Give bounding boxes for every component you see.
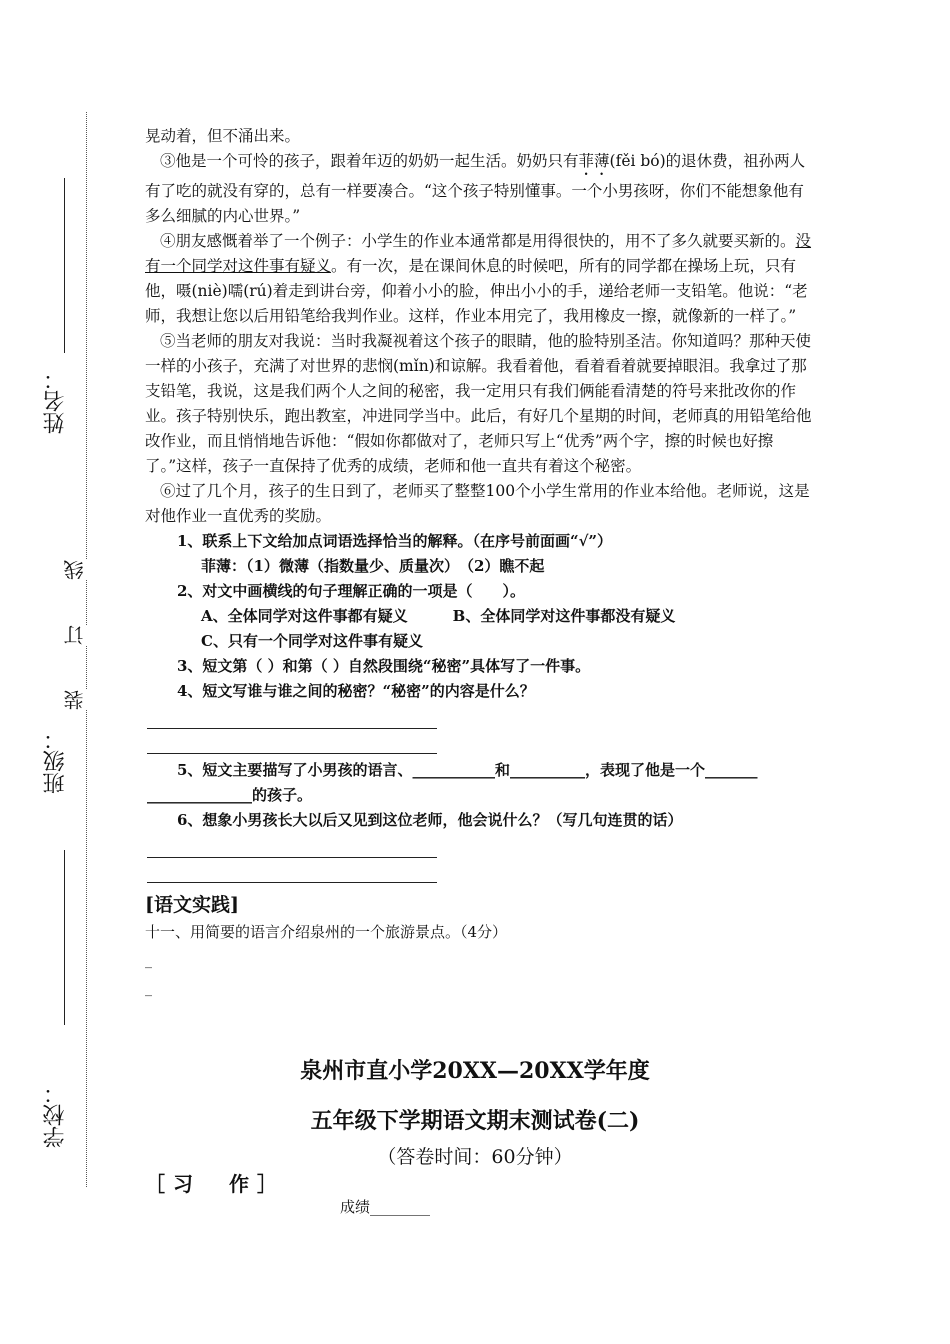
question-2: 2、对文中画横线的句子理解正确的一项是（ ）。 xyxy=(177,582,525,600)
binding-dotted-line xyxy=(86,112,87,1187)
question-3: 3、短文第（ ）和第（ ）自然段围绕“秘密”具体写了一件事。 xyxy=(177,657,591,675)
question-6: 6、想象小男孩长大以后又见到这位老师，他会说什么？（写几句连贯的话） xyxy=(177,811,683,829)
paragraph-4: ④朋友感慨着举了一个例子：小学生的作业本通常都是用得很快的，用不了多久就要买新的。没有一个同学对这件事有疑义。有一次，是在课间休息的时候吧，所有的同学都在操场上玩，只有他，嗫(niè)嚅(rú)着走到讲台旁，仰着小小的脸，伸出小小的手，递给老师一支铅笔。他说：“老师，我想让您以后用铅笔给我判作业。这样，作业本用完了，我用橡皮一擦，就像新的一样了。” xyxy=(145,232,812,325)
school-label: 学校： xyxy=(43,1082,68,1148)
underlined-sentence: 没有一个同学对这件事有疑义 xyxy=(145,232,812,275)
paragraph-3: ③他是一个可怜的孩子，跟着年迈的奶奶一起生活。奶奶只有菲薄(fěi bó)的退休费，祖孙两人有了吃的就没有穿的，总有一样要凑合。“这个孩子特别懂事。一个小男孩呀，你们不能想象他有多么细腻的内心世界。” xyxy=(145,152,806,225)
answer-line-q4-2[interactable] xyxy=(147,733,437,754)
dotted-word: 菲薄 xyxy=(578,152,610,170)
composition-section-heading: ［习 作］ xyxy=(145,1172,285,1196)
practice-answer-dash-2[interactable]: _ xyxy=(145,981,152,997)
bind-char-xian: 线 xyxy=(60,560,89,580)
answer-line-q4-1[interactable] xyxy=(147,708,437,729)
exam-subtitle: 五年级下学期语文期末测试卷(二) xyxy=(310,1108,640,1134)
paragraph-5: ⑤当老师的朋友对我说：当时我凝视着这个孩子的眼睛，他的脸特别圣洁。你知道吗？那种天使一样的小孩子，充满了对世界的悲悯(mǐn)和谅解。我看着他，看着看着就要掉眼泪。我拿过了那支铅笔，我说，这是我们两个人之间的秘密，我一定用只有我们俩能看清楚的符号来批改你的作业。孩子特别快乐，跑出教室，冲进同学当中。此后，有好几个星期的时间，老师真的用铅笔给他改作业，而且悄悄地告诉他：“假如你都做对了，老师只写上“优秀”两个字，擦的时候也好擦了。”这样，孩子一直保持了优秀的成绩，老师和他一直共有着这个秘密。 xyxy=(145,332,812,475)
question-5-line1: 5、短文主要描写了小男孩的语言、___________和__________，表现了他是一个_______ xyxy=(177,761,758,779)
question-1-options: 菲薄：（1）微薄（指数量少、质量次） （2）瞧不起 xyxy=(201,557,545,575)
name-label: 姓名： xyxy=(43,368,68,434)
question-2-options-ab: A、全体同学对这件事都有疑义 B、全体同学对这件事都没有疑义 xyxy=(201,607,676,625)
question-4: 4、短文写谁与谁之间的秘密？“秘密”的内容是什么？ xyxy=(177,682,535,700)
practice-answer-dash-1[interactable]: _ xyxy=(145,953,152,969)
question-5-line2: ______________的孩子。 xyxy=(147,786,313,804)
paragraph-6: ⑥过了几个月，孩子的生日到了，老师买了整整100个小学生常用的作业本给他。老师说，这是对他作业一直优秀的奖励。 xyxy=(145,482,810,525)
exam-title: 泉州市直小学20XX—20XX学年度 xyxy=(300,1058,650,1084)
bind-char-zhuang: 装 xyxy=(60,690,89,710)
name-answer-line xyxy=(64,178,65,353)
answer-line-q6-1[interactable] xyxy=(147,837,437,858)
exam-time: （答卷时间：60分钟） xyxy=(377,1146,573,1168)
practice-heading: [语文实践] xyxy=(145,894,239,916)
main-content xyxy=(145,124,815,1001)
class-label: 班级： xyxy=(43,728,68,794)
class-answer-line xyxy=(64,850,65,1025)
score-field[interactable]: 成绩________ xyxy=(340,1198,431,1216)
practice-item: 十一、用简要的语言介绍泉州的一个旅游景点。（4分） xyxy=(145,923,508,941)
question-2-option-c: C、只有一个同学对这件事有疑义 xyxy=(201,632,423,650)
bind-char-ding: 订 xyxy=(60,625,89,645)
answer-line-q6-2[interactable] xyxy=(147,862,437,883)
question-1: 1、联系上下文给加点词语选择恰当的解释。（在序号前面画“√”） xyxy=(177,532,613,550)
paragraph-0: 晃动着，但不涌出来。 xyxy=(145,127,301,145)
